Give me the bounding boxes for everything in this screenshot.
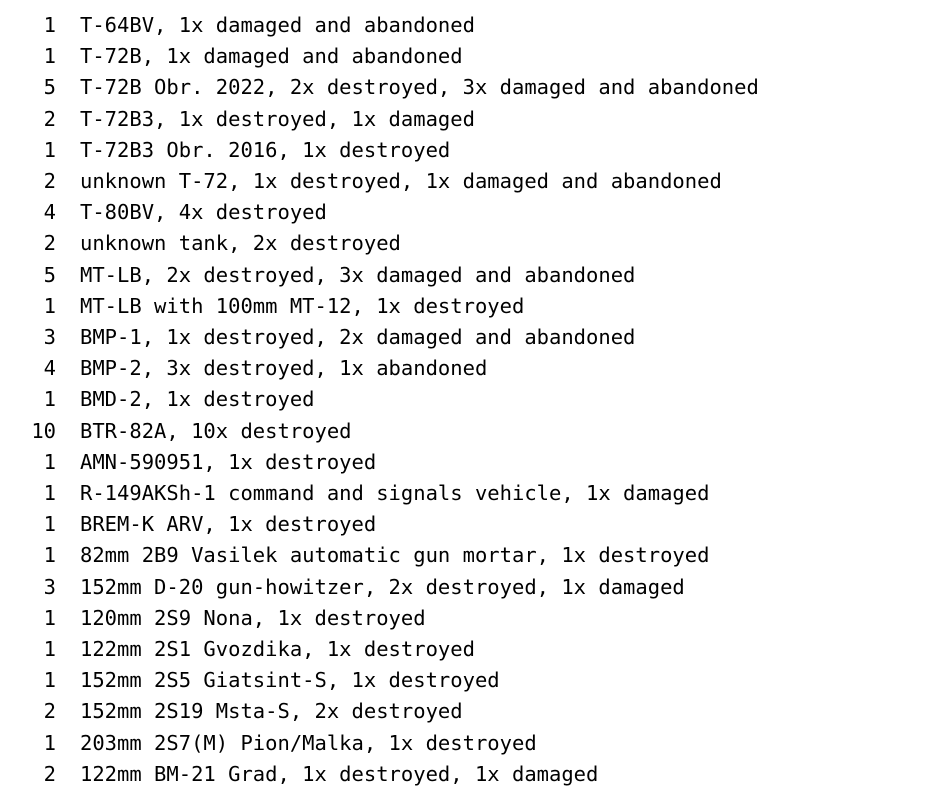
loss-description: 122mm BM-21 Grad, 1x destroyed, 1x damaged [80,761,599,786]
loss-description: unknown T-72, 1x destroyed, 1x damaged and abandoned [80,169,722,194]
loss-count: 10 [31,418,56,443]
list-item [0,540,933,571]
loss-count: 1 [43,730,56,755]
list-item [0,509,933,540]
loss-description: BTR-82A, 10x destroyed [80,418,352,443]
list-item [0,728,933,759]
list-item [0,10,933,41]
loss-count: 2 [43,169,56,194]
list-item [0,416,933,447]
loss-count: 1 [43,543,56,568]
loss-count: 3 [43,574,56,599]
list-item [0,291,933,322]
loss-description: MT-LB, 2x destroyed, 3x damaged and abandoned [80,262,636,287]
loss-count: 1 [43,387,56,412]
list-item [0,135,933,166]
list-item [0,478,933,509]
loss-count: 1 [43,293,56,318]
loss-count: 1 [43,605,56,630]
loss-description: T-64BV, 1x damaged and abandoned [80,13,475,37]
list-item [0,572,933,603]
loss-description: 120mm 2S9 Nona, 1x destroyed [80,605,426,630]
loss-description: MT-LB with 100mm MT-12, 1x destroyed [80,293,525,318]
list-item [0,665,933,696]
loss-description: 203mm 2S7(M) Pion/Malka, 1x destroyed [80,730,537,755]
loss-description: T-72B3 Obr. 2016, 1x destroyed [80,137,451,162]
loss-description: 122mm 2S1 Gvozdika, 1x destroyed [80,637,475,662]
list-item [0,197,933,228]
loss-count: 1 [43,137,56,162]
list-item [0,759,933,790]
loss-count: 2 [43,231,56,256]
loss-count: 3 [43,325,56,350]
list-item [0,166,933,197]
list-item [0,72,933,103]
list-item [0,634,933,665]
loss-count: 1 [43,481,56,506]
loss-count: 5 [43,75,56,100]
loss-description: BMD-2, 1x destroyed [80,387,315,412]
loss-description: unknown tank, 2x destroyed [80,231,401,256]
loss-count: 2 [43,761,56,786]
list-item [0,384,933,415]
loss-count: 4 [43,356,56,381]
loss-description: AMN-590951, 1x destroyed [80,449,377,474]
loss-count: 1 [43,44,56,69]
loss-description: R-149AKSh-1 command and signals vehicle, 1x damaged [80,481,710,506]
loss-count: 2 [43,106,56,131]
list-item [0,603,933,634]
list-item [0,228,933,259]
loss-count: 2 [43,699,56,724]
loss-count: 1 [43,512,56,537]
loss-count: 4 [43,200,56,225]
loss-description: BMP-1, 1x destroyed, 2x damaged and abandoned [80,325,636,350]
list-item [0,696,933,727]
loss-description: BREM-K ARV, 1x destroyed [80,512,377,537]
list-item [0,447,933,478]
list-item [0,322,933,353]
loss-description: T-80BV, 4x destroyed [80,200,327,225]
loss-description: 152mm D-20 gun-howitzer, 2x destroyed, 1x damaged [80,574,685,599]
loss-count: 1 [43,637,56,662]
loss-description: T-72B, 1x damaged and abandoned [80,44,463,69]
loss-count: 5 [43,262,56,287]
loss-count: 1 [43,449,56,474]
loss-description: T-72B3, 1x destroyed, 1x damaged [80,106,475,131]
loss-description: T-72B Obr. 2022, 2x destroyed, 3x damaged and abandoned [80,75,759,100]
list-item [0,353,933,384]
loss-description: 152mm 2S5 Giatsint-S, 1x destroyed [80,668,500,693]
loss-count: 1 [43,668,56,693]
list-item [0,260,933,291]
loss-count: 1 [43,13,56,37]
loss-description: BMP-2, 3x destroyed, 1x abandoned [80,356,488,381]
list-item [0,41,933,72]
loss-description: 82mm 2B9 Vasilek automatic gun mortar, 1x destroyed [80,543,710,568]
loss-description: 152mm 2S19 Msta-S, 2x destroyed [80,699,463,724]
list-item [0,104,933,135]
